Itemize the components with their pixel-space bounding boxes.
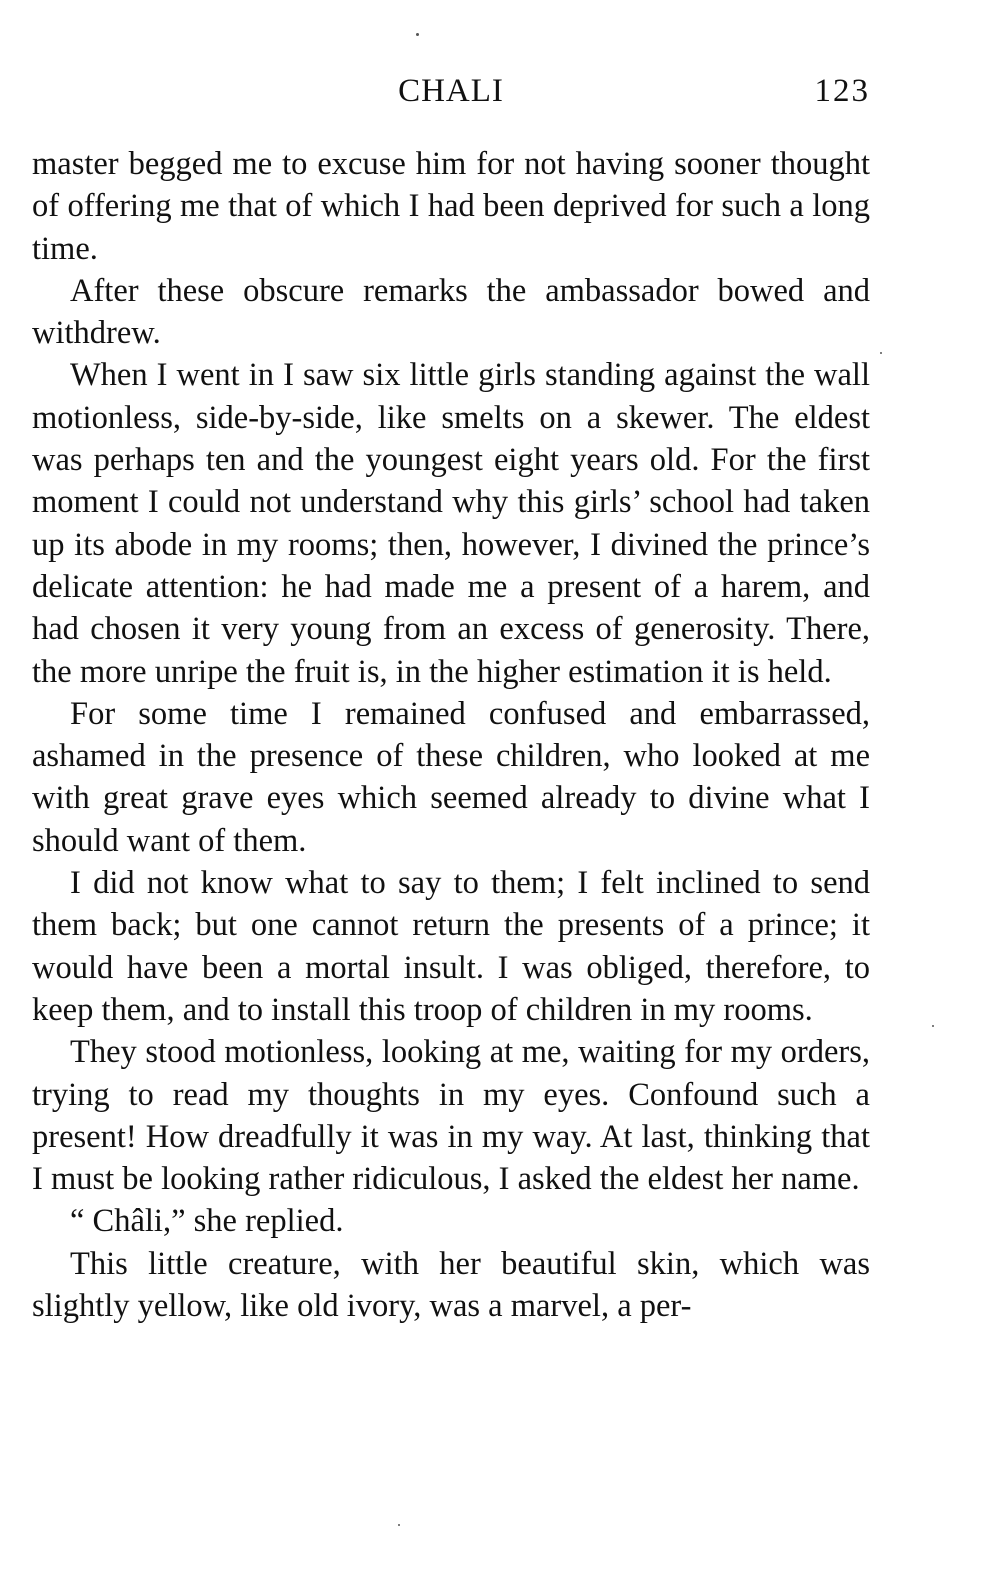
print-speck <box>398 1524 400 1526</box>
paragraph: “ Châli,” she replied. <box>70 1203 344 1240</box>
paragraph: I did not know what to say to them; I felt inclined to send them back; but one cannot return the presents of a prince; it would have been a mortal insult. I was obliged, therefore, to keep them, and to install this troop of children in my rooms. <box>32 865 870 1028</box>
running-head <box>32 66 870 116</box>
paragraph: For some time I remained confused and embarrassed, ashamed in the presence of these children, who looked at me with great grave eyes which seemed already to divine what I should want of them. <box>32 695 870 859</box>
paragraph: This little creature, with her beautiful skin, which was slightly yellow, like old ivory, was a marvel, a per- <box>32 1245 870 1325</box>
paragraph: After these obscure remarks the ambassador bowed and withdrew. <box>32 272 870 352</box>
paragraph: master begged me to excuse him for not having sooner thought of offering me that of which I had been deprived for such a long time. <box>32 146 870 267</box>
print-speck <box>932 1025 934 1027</box>
paragraph: They stood motionless, looking at me, waiting for my orders, trying to read my thoughts in my eyes. Confound such a present! How dreadfully it was in my way. At last, thinking that I must be looking rather ridiculous, I asked the eldest her name. <box>32 1034 870 1198</box>
print-speck <box>880 352 882 354</box>
print-speck <box>416 33 419 36</box>
running-title: CHALI <box>398 73 504 109</box>
page-number: 123 <box>814 73 870 109</box>
paragraph: When I went in I saw six little girls standing against the wall motionless, side-by-side, like smelts on a skewer. The eldest was perhaps ten and the youngest eight years old. For the first moment I could not understand why this girls’ school had taken up its abode in my rooms; then, however, I divined the prince’s delicate attention: he had made me a present of a harem, and had chosen it very young from an excess of generosity. There, the more unripe the fruit is, in the higher estimation it is held. <box>32 357 870 690</box>
body-text <box>32 143 870 1327</box>
